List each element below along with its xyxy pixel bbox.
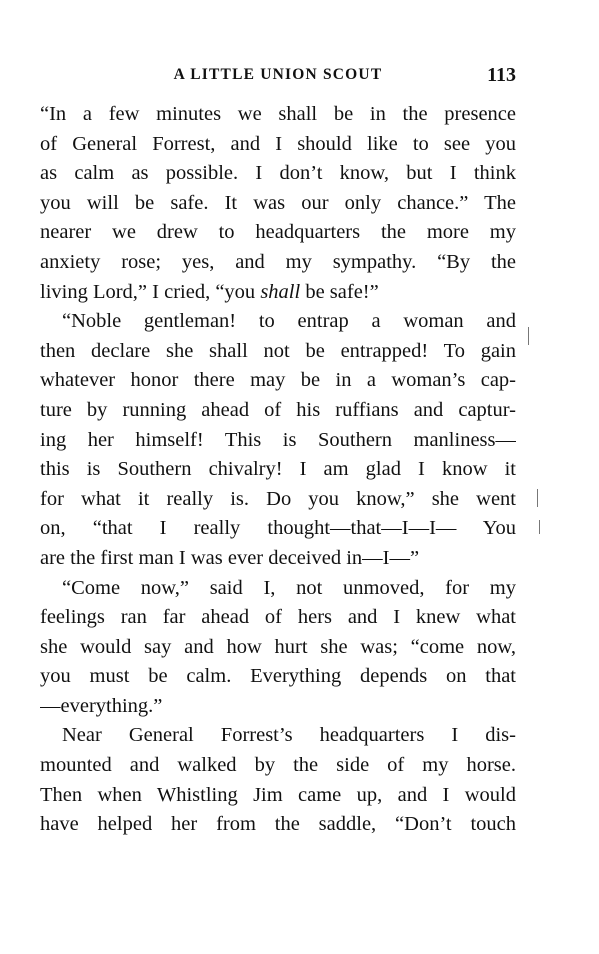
text-line: “Noble gentleman! to entrap a woman and	[62, 310, 516, 333]
text-line: as calm as possible. I don’t know, but I think	[40, 162, 516, 185]
italic-run: living Lord,” I cried, “you shall be safe!”	[40, 280, 379, 303]
text-line: have helped her from the saddle, “Don’t touch	[40, 813, 516, 836]
running-head	[40, 66, 516, 96]
text-line: are the first man I was ever deceived in—I—”	[40, 546, 420, 569]
text-line: this is Southern chivalry! I am glad I know it	[40, 458, 516, 481]
page-number: 113	[487, 64, 516, 86]
text-line: anxiety rose; yes, and my sympathy. “By the	[40, 250, 516, 273]
paragraph	[40, 574, 516, 722]
text-line: she would say and how hurt she was; “come now,	[40, 635, 516, 658]
text-line: whatever honor there may be in a woman’s cap-	[40, 369, 516, 392]
text-line: then declare she shall not be entrapped! To gain	[40, 339, 516, 362]
running-title: A LITTLE UNION SCOUT	[173, 66, 383, 83]
body-text	[40, 100, 516, 840]
text-line: for what it really is. Do you know,” she went	[40, 487, 516, 510]
paragraph	[40, 100, 516, 307]
text-line: —everything.”	[40, 694, 163, 717]
scan-mark	[528, 327, 529, 345]
paragraph	[40, 721, 516, 839]
text-line: you will be safe. It was our only chance.” The	[40, 191, 516, 214]
text-line: “Come now,” said I, not unmoved, for my	[62, 576, 516, 599]
text-line: on, “that I really thought—that—I—I— You	[40, 517, 516, 540]
emphasized-word: shall	[260, 280, 301, 303]
text-line: Near General Forrest’s headquarters I dis-	[62, 724, 516, 747]
text-line: feelings ran far ahead of hers and I knew what	[40, 606, 516, 629]
text-line: ing her himself! This is Southern manliness—	[40, 428, 516, 451]
text-line: you must be calm. Everything depends on that	[40, 665, 516, 688]
text-line: nearer we drew to headquarters the more my	[40, 221, 516, 244]
text-line: Then when Whistling Jim came up, and I would	[40, 783, 516, 806]
paragraph	[40, 307, 516, 573]
text-line: “In a few minutes we shall be in the presence	[40, 103, 516, 125]
text-line: of General Forrest, and I should like to see you	[40, 132, 516, 155]
text-line	[40, 278, 516, 308]
scan-mark	[537, 489, 538, 507]
text-line: ture by running ahead of his ruffians and captur-	[40, 398, 516, 421]
text-line: mounted and walked by the side of my horse.	[40, 754, 516, 777]
scan-mark	[539, 520, 540, 534]
